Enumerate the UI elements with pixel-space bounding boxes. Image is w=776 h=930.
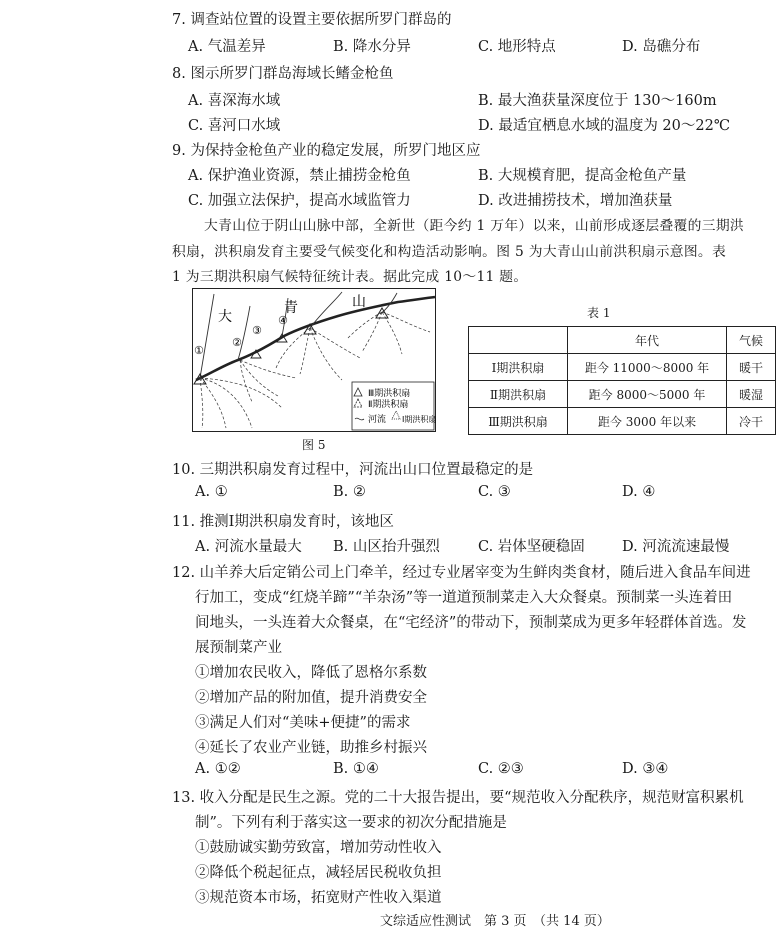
table-row <box>469 354 776 381</box>
label-shan: 山 <box>352 294 366 310</box>
site-2: ② <box>232 336 242 349</box>
passage-line-1: 大青山位于阴山山脉中部，全新世（距今约 1 万年）以来，山前形成逐层叠覆的三期洪 <box>204 218 745 234</box>
q13-item-1: ①鼓励诚实勤劳致富，增加劳动性收入 <box>195 840 442 856</box>
q7-stem: 7. 调查站位置的设置主要依据所罗门群岛的 <box>172 12 452 28</box>
q12-line-1: 12. 山羊养大后定销公司上门牵羊，经过专业屠宰变为生鲜肉类食材，随后进入食品车间进 <box>172 565 751 581</box>
site-1: ① <box>194 344 204 357</box>
q12-option-d: D. ③④ <box>622 761 669 777</box>
q13-line-1: 13. 收入分配是民生之源。党的二十大报告提出，要“规范收入分配秩序，规范财富积累机 <box>172 790 744 806</box>
table-caption: 表 1 <box>587 306 611 320</box>
passage-line-3: 1 为三期洪积扇气候特征统计表。据此完成 10～11 题。 <box>172 269 528 285</box>
q7-option-c: C. 地形特点 <box>478 39 556 55</box>
q11-option-b: B. 山区抬升强烈 <box>333 539 440 555</box>
q7-option-b: B. 降水分异 <box>333 39 411 55</box>
q9-option-b: B. 大规模育肥，提高金枪鱼产量 <box>478 168 687 184</box>
q8-option-b: B. 最大渔获量深度位于 130～160m <box>478 93 717 109</box>
table-header-cell <box>469 327 568 354</box>
q11-option-d: D. 河流流速最慢 <box>622 539 730 555</box>
q10-option-b: B. ② <box>333 484 366 500</box>
table-1 <box>468 326 776 435</box>
table-row <box>469 381 776 408</box>
q8-option-a: A. 喜深海水域 <box>188 93 281 109</box>
q7-option-d: D. 岛礁分布 <box>622 39 701 55</box>
q12-item-3: ③满足人们对“美味+便捷”的需求 <box>195 715 411 731</box>
q12-option-b: B. ①④ <box>333 761 379 777</box>
q13-line-2: 制”。下列有利于落实这一要求的初次分配措施是 <box>195 815 507 831</box>
table-cell: 冷干 <box>727 408 776 435</box>
q9-option-a: A. 保护渔业资源，禁止捕捞金枪鱼 <box>188 168 411 184</box>
legend-fan-1: Ⅰ期洪积扇 <box>402 415 436 424</box>
legend-fan-3: Ⅲ期洪积扇 <box>368 389 411 399</box>
q12-item-1: ①增加农民收入，降低了恩格尔系数 <box>195 665 427 681</box>
table-cell: 距今 3000 年以来 <box>568 408 727 435</box>
q11-stem: 11. 推测Ⅰ期洪积扇发育时，该地区 <box>172 514 394 530</box>
table-cell: Ⅱ期洪积扇 <box>469 381 568 408</box>
q12-line-2: 行加工，变成“红烧羊蹄”“羊杂汤”等一道道预制菜走入大众餐桌。预制菜一头连着田 <box>195 590 733 606</box>
q12-option-a: A. ①② <box>195 761 241 777</box>
table-row <box>469 408 776 435</box>
figure-5-map <box>192 288 436 432</box>
q12-item-2: ②增加产品的附加值，提升消费安全 <box>195 690 427 706</box>
table-header-row <box>469 327 776 354</box>
q8-option-c: C. 喜河口水域 <box>188 118 281 134</box>
table-cell: 暖湿 <box>727 381 776 408</box>
site-3: ③ <box>252 324 262 337</box>
table-cell: 距今 8000～5000 年 <box>568 381 727 408</box>
table-header-cell: 气候 <box>727 327 776 354</box>
q10-stem: 10. 三期洪积扇发育过程中，河流出山口位置最稳定的是 <box>172 462 534 478</box>
label-da: 大 <box>218 309 232 325</box>
q9-stem: 9. 为保持金枪鱼产业的稳定发展，所罗门地区应 <box>172 143 481 159</box>
q10-option-c: C. ③ <box>478 484 511 500</box>
q12-option-c: C. ②③ <box>478 761 524 777</box>
table-header-cell: 年代 <box>568 327 727 354</box>
legend-fan-2: Ⅱ期洪积扇 <box>368 400 409 410</box>
q8-stem: 8. 图示所罗门群岛海域长鳍金枪鱼 <box>172 66 394 82</box>
site-4: ④ <box>278 314 288 327</box>
q8-option-d: D. 最适宜栖息水域的温度为 20～22℃ <box>478 118 731 134</box>
q13-item-3: ③规范资本市场，拓宽财产性收入渠道 <box>195 890 442 906</box>
q10-option-a: A. ① <box>195 484 228 500</box>
q12-line-3: 间地头，一头连着大众餐桌，在“宅经济”的带动下，预制菜成为更多年轻群体首选。发 <box>195 615 747 631</box>
page-footer: 文综适应性测试 第 3 页 （共 14 页） <box>380 914 610 929</box>
q11-option-a: A. 河流水量最大 <box>195 539 302 555</box>
table-cell: Ⅲ期洪积扇 <box>469 408 568 435</box>
q11-option-c: C. 岩体坚硬稳固 <box>478 539 585 555</box>
table-cell: 距今 11000～8000 年 <box>568 354 727 381</box>
passage-line-2: 积扇，洪积扇发育主要受气候变化和构造活动影响。图 5 为大青山山前洪积扇示意图。表 <box>172 244 727 260</box>
q7-option-a: A. 气温差异 <box>188 39 266 55</box>
q12-item-4: ④延长了农业产业链，助推乡村振兴 <box>195 740 427 756</box>
table-cell: 暖干 <box>727 354 776 381</box>
table-cell: Ⅰ期洪积扇 <box>469 354 568 381</box>
legend-river: 河流 <box>368 415 387 425</box>
figure-caption: 图 5 <box>302 438 326 452</box>
q12-line-4: 展预制菜产业 <box>195 640 282 656</box>
q10-option-d: D. ④ <box>622 484 656 500</box>
label-qing: 青 <box>284 300 298 316</box>
q13-item-2: ②降低个税起征点，减轻居民税收负担 <box>195 865 442 881</box>
q9-option-d: D. 改进捕捞技术，增加渔获量 <box>478 193 673 209</box>
q9-option-c: C. 加强立法保护，提高水域监管力 <box>188 193 411 209</box>
